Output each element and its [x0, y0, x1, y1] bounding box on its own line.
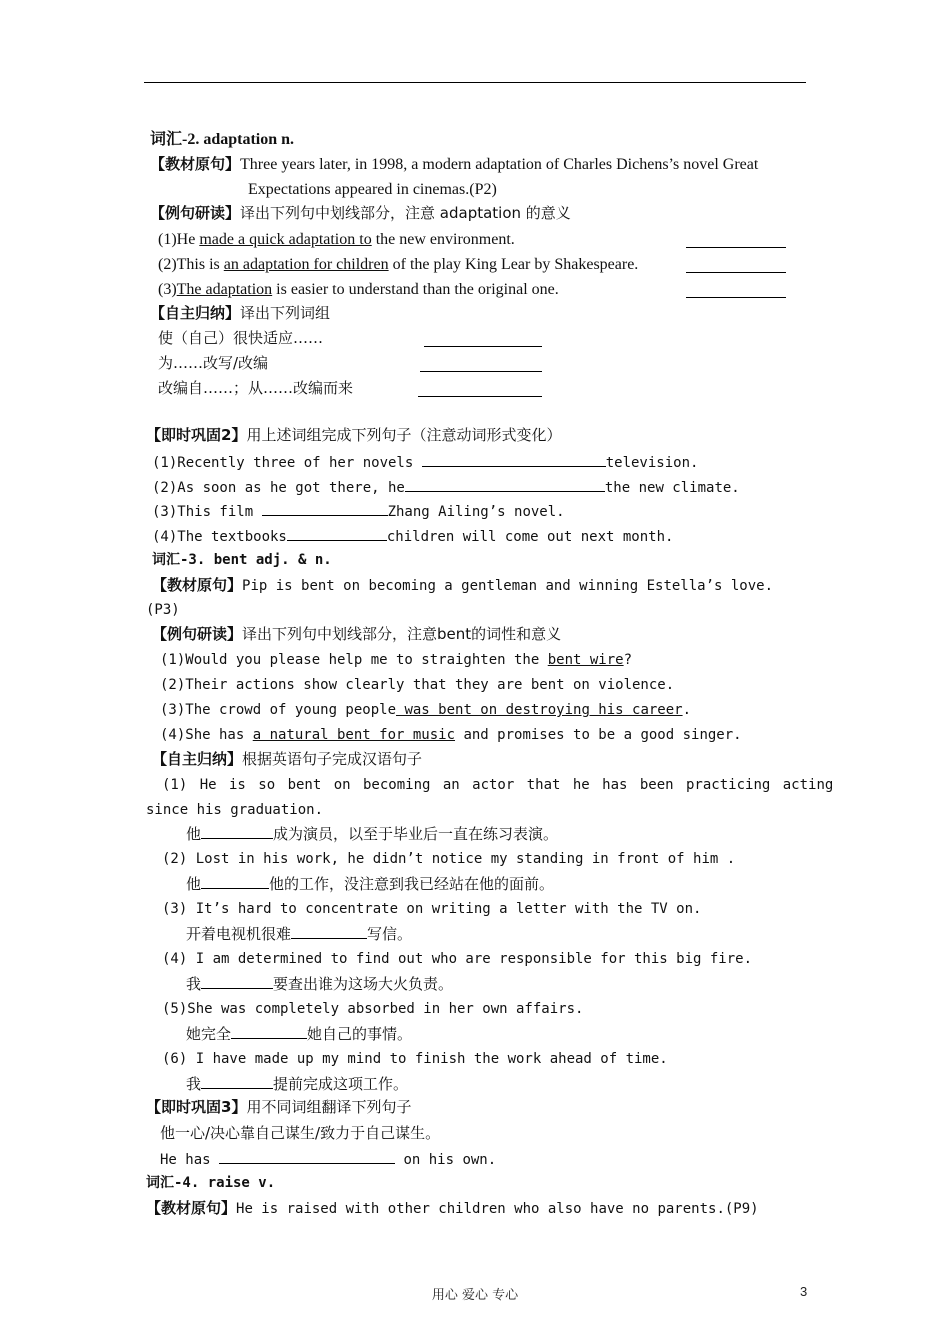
- textbook-tag: 【教材原句】: [152, 576, 243, 594]
- practice-tag: 【即时巩固3】: [146, 1098, 247, 1116]
- vocab3-summary-heading: [152, 752, 422, 767]
- vocab3-example-4: (4)She has a natural bent for music and promises to be a good singer.: [160, 727, 742, 743]
- answer-blank[interactable]: [686, 297, 786, 298]
- summary-sentence-3: (3) It’s hard to concentrate on writing a letter with the TV on.: [162, 901, 702, 917]
- vocab3-example-heading: [152, 627, 561, 642]
- answer-blank[interactable]: [405, 479, 605, 492]
- vocab3-title: 词汇-3. bent adj. & n.: [152, 552, 332, 568]
- summary-translation-6: 我 提前完成这项工作。: [186, 1075, 409, 1093]
- phrase-item: 使（自己）很快适应……: [158, 329, 324, 347]
- answer-blank[interactable]: [686, 247, 786, 248]
- vocab2-textbook-line: [150, 157, 758, 173]
- example-tag: 【例句研读】: [150, 204, 241, 222]
- summary-sentence-5: (5)She was completely absorbed in her own affairs.: [162, 1001, 584, 1017]
- vocab2-title: 词汇-2. adaptation n.: [150, 131, 295, 148]
- header-rule: [144, 82, 806, 83]
- summary-translation-4: 我 要查出谁为这场大火负责。: [186, 975, 454, 993]
- summary-translation-2: 他 他的工作，没注意到我已经站在他的面前。: [186, 875, 555, 893]
- textbook-sentence-cont: (P3): [146, 602, 180, 618]
- underlined-phrase: made a quick adaptation to: [199, 231, 372, 248]
- answer-blank[interactable]: [201, 826, 273, 839]
- textbook-sentence: He is raised with other children who also have no parents.(P9): [236, 1201, 759, 1217]
- vocab3-example-2: (2)Their actions show clearly that they are bent on violence.: [160, 677, 675, 693]
- answer-blank[interactable]: [686, 272, 786, 273]
- practice2-item-1: (1)Recently three of her novels television.: [152, 455, 699, 471]
- practice3-heading: [146, 1100, 411, 1115]
- answer-blank[interactable]: [418, 396, 542, 397]
- underlined-phrase: bent wire: [547, 652, 624, 668]
- phrase-item: 为……改写/改编: [158, 354, 269, 372]
- answer-blank[interactable]: [287, 528, 387, 541]
- summary-sentence-4: (4) I am determined to find out who are responsible for this big fire.: [162, 951, 753, 967]
- example-instruction: 译出下列句中划线部分，注意 adaptation 的意义: [240, 204, 571, 222]
- answer-blank[interactable]: [291, 926, 367, 939]
- practice-instruction: 用不同词组翻译下列句子: [246, 1098, 412, 1116]
- textbook-tag: 【教材原句】: [150, 155, 241, 173]
- answer-blank[interactable]: [422, 454, 606, 467]
- vocab4-title: 词汇-4. raise v.: [146, 1175, 276, 1191]
- practice2-item-4: (4)The textbooks children will come out next month.: [152, 529, 674, 545]
- practice2-item-3: (3)This film Zhang Ailing’s novel.: [152, 504, 565, 520]
- answer-blank[interactable]: [420, 371, 542, 372]
- practice3-chinese-sentence: 他一心/决心靠自己谋生/致力于自己谋生。: [160, 1124, 441, 1142]
- example-tag: 【例句研读】: [152, 625, 243, 643]
- practice2-item-2: (2)As soon as he got there, he the new climate.: [152, 480, 740, 496]
- vocab2-example-heading: [150, 206, 571, 221]
- textbook-sentence: Pip is bent on becoming a gentleman and winning Estella’s love.: [242, 578, 774, 594]
- underlined-phrase: a natural bent for music: [252, 727, 456, 743]
- vocab2-example-1: (1)He made a quick adaptation to the new environment.: [158, 231, 515, 248]
- answer-blank[interactable]: [201, 876, 269, 889]
- summary-translation-3: 开着电视机很难 写信。: [186, 925, 413, 943]
- answer-blank[interactable]: [201, 1076, 273, 1089]
- textbook-sentence-cont: Expectations appeared in cinemas.(P2): [248, 181, 497, 198]
- vocab2-example-3: (3)The adaptation is easier to understand than the original one.: [158, 281, 559, 298]
- answer-blank[interactable]: [262, 503, 388, 516]
- answer-blank[interactable]: [219, 1151, 395, 1164]
- textbook-tag: 【教材原句】: [146, 1199, 237, 1217]
- textbook-sentence: Three years later, in 1998, a modern adaptation of Charles Dichens’s novel Great: [240, 156, 759, 173]
- vocab2-example-2: (2)This is an adaptation for children of the play King Lear by Shakespeare.: [158, 256, 639, 273]
- summary-translation-1: 他 成为演员，以至于毕业后一直在练习表演。: [186, 825, 559, 843]
- practice-tag: 【即时巩固2】: [146, 426, 247, 444]
- summary-sentence-1: (1) He is so bent on becoming an actor that he has been practicing acting: [162, 777, 834, 793]
- practice-instruction: 用上述词组完成下列句子（注意动词形式变化）: [246, 426, 562, 444]
- answer-blank[interactable]: [231, 1026, 307, 1039]
- summary-tag: 【自主归纳】: [152, 750, 243, 768]
- summary-instruction: 译出下列词组: [240, 304, 331, 322]
- summary-sentence-6: (6) I have made up my mind to finish the work ahead of time.: [162, 1051, 668, 1067]
- answer-blank[interactable]: [201, 976, 273, 989]
- page-number: 3: [800, 1284, 808, 1299]
- underlined-phrase: The adaptation: [176, 281, 273, 298]
- page-footer: 用心 爱心 专心: [431, 1288, 519, 1303]
- summary-sentence-1-cont: since his graduation.: [146, 802, 324, 818]
- summary-tag: 【自主归纳】: [150, 304, 241, 322]
- vocab3-example-1: (1)Would you please help me to straighten the bent wire?: [160, 652, 633, 668]
- phrase-item: 改编自……；从……改编而来: [158, 379, 354, 397]
- vocab2-summary-heading: [150, 306, 330, 321]
- vocab3-textbook-line: [152, 578, 773, 593]
- practice2-heading: [146, 428, 561, 443]
- vocab4-textbook-line: [146, 1201, 759, 1216]
- underlined-phrase: was bent on destroying his career: [396, 702, 683, 718]
- summary-instruction: 根据英语句子完成汉语句子: [242, 750, 423, 768]
- vocab3-example-3: (3)The crowd of young people was bent on destroying his career.: [160, 702, 692, 718]
- example-instruction: 译出下列句中划线部分，注意bent的词性和意义: [242, 625, 562, 643]
- summary-translation-5: 她完全 她自己的事情。: [186, 1025, 413, 1043]
- summary-sentence-2: (2) Lost in his work, he didn’t notice my standing in front of him .: [162, 851, 736, 867]
- practice3-english-sentence: He has on his own.: [160, 1152, 497, 1168]
- answer-blank[interactable]: [424, 346, 542, 347]
- underlined-phrase: an adaptation for children: [223, 256, 389, 273]
